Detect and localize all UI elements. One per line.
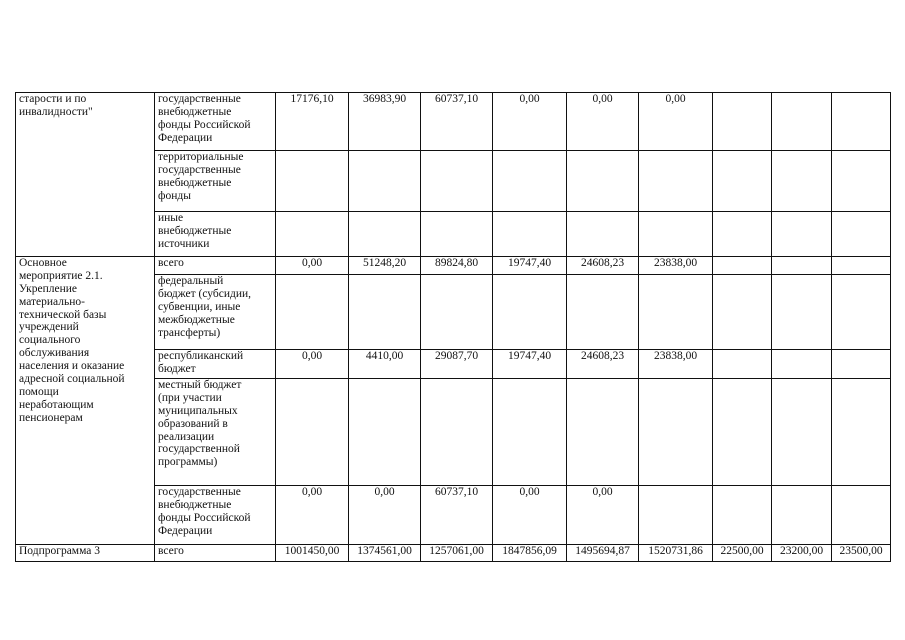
- value-cell: 23500,00: [839, 545, 883, 557]
- value-cell: 60737,10: [434, 486, 479, 498]
- value-cell: 0,00: [301, 350, 323, 362]
- value-cell: 0,00: [592, 486, 613, 498]
- value-cell: 22500,00: [720, 545, 764, 557]
- value-cell: 0,00: [374, 486, 395, 498]
- value-cell: 29087,70: [434, 350, 479, 362]
- column-divider: [831, 92, 832, 562]
- value-cell: 1257061,00: [429, 545, 484, 557]
- table-border-right: [890, 92, 891, 562]
- funding-source-cell: федеральный бюджет (субсидии, субвенции, иные межбюджетные трансферты): [158, 275, 252, 339]
- funding-source-cell: всего: [158, 545, 184, 557]
- funding-source-cell: республиканский бюджет: [158, 350, 244, 375]
- value-cell: 36983,90: [362, 93, 407, 105]
- value-cell: 17176,10: [290, 93, 334, 105]
- value-cell: 0,00: [519, 93, 540, 105]
- row-group-label: старости и по инвалидности": [19, 93, 93, 118]
- value-cell: 1520731,86: [648, 545, 703, 557]
- value-cell: 0,00: [301, 486, 323, 498]
- table-border-left: [15, 92, 16, 562]
- column-divider: [771, 92, 772, 562]
- value-cell: 0,00: [665, 93, 686, 105]
- row-group-label: Основное мероприятие 2.1. Укрепление материально- технической базы учреждений социального обслуживания населения и оказание адресной социальной помощи неработающим пенсионерам: [19, 257, 125, 424]
- column-divider: [638, 92, 639, 562]
- value-cell: 19747,40: [507, 257, 552, 269]
- funding-source-cell: государственные внебюджетные фонды Российской Федерации: [158, 93, 251, 144]
- value-cell: 0,00: [519, 486, 540, 498]
- funding-source-cell: иные внебюджетные источники: [158, 212, 232, 250]
- value-cell: 1374561,00: [357, 545, 412, 557]
- column-divider: [712, 92, 713, 562]
- column-divider: [154, 92, 155, 562]
- value-cell: 89824,80: [434, 257, 479, 269]
- table-border-bottom: [15, 561, 891, 562]
- value-cell: 0,00: [301, 257, 323, 269]
- value-cell: 1495694,87: [575, 545, 630, 557]
- funding-source-cell: всего: [158, 257, 184, 269]
- value-cell: 4410,00: [365, 350, 404, 362]
- funding-source-cell: территориальные государственные внебюджетные фонды: [158, 151, 244, 202]
- value-cell: 19747,40: [507, 350, 552, 362]
- value-cell: 1847856,09: [502, 545, 557, 557]
- value-cell: 24608,23: [580, 257, 625, 269]
- funding-source-cell: государственные внебюджетные фонды Российской Федерации: [158, 486, 251, 537]
- value-cell: 60737,10: [434, 93, 479, 105]
- value-cell: 0,00: [592, 93, 613, 105]
- value-cell: 1001450,00: [284, 545, 340, 557]
- funding-source-cell: местный бюджет (при участии муниципальных образований в реализации государственной программы): [158, 379, 242, 469]
- value-cell: 23838,00: [653, 257, 698, 269]
- value-cell: 23838,00: [653, 350, 698, 362]
- value-cell: 51248,20: [362, 257, 407, 269]
- value-cell: 23200,00: [779, 545, 824, 557]
- row-group-label: Подпрограмма 3: [19, 545, 101, 557]
- value-cell: 24608,23: [580, 350, 625, 362]
